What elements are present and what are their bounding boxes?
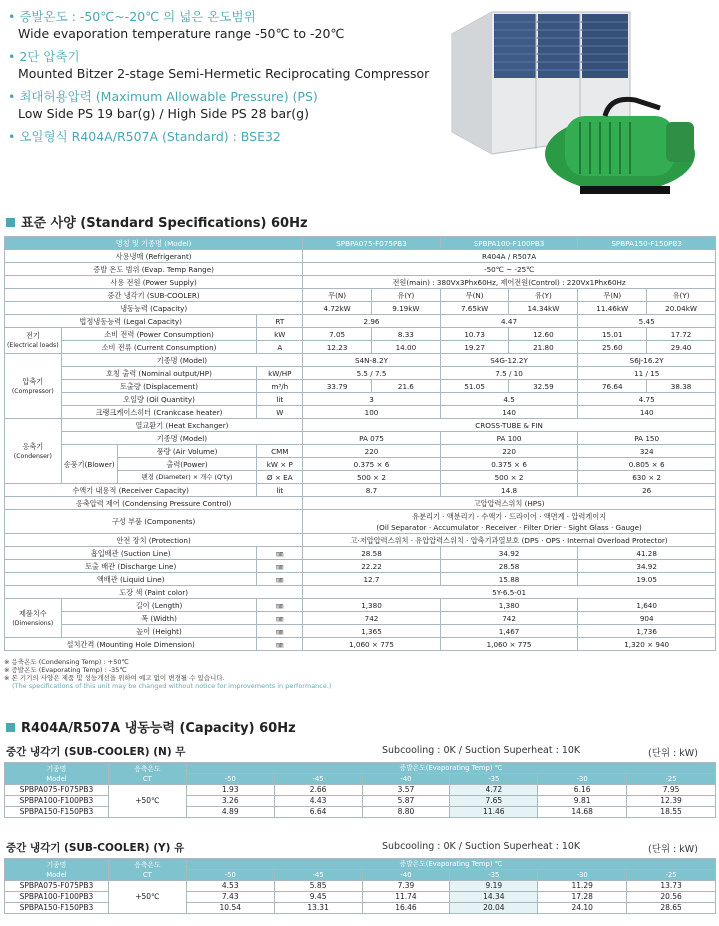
unit-cell: kW/HP (257, 367, 303, 380)
header-temp: -30 (538, 870, 627, 881)
group-label (5, 354, 62, 419)
row-label: 중간 냉각기 (SUB-COOLER) (5, 289, 303, 302)
group-label-ko: 전기 (25, 331, 40, 340)
table-row (5, 625, 716, 638)
cell: 12.23 (303, 341, 372, 354)
cell: 9.19kW (372, 302, 441, 315)
ct-cell: +50℃ (108, 881, 186, 914)
header-ct (108, 763, 186, 785)
header-temp: -45 (274, 774, 362, 785)
cell: 38.38 (647, 380, 716, 393)
cell: PA 075 (303, 432, 441, 445)
header-model-en: Model (46, 870, 67, 879)
header-ct-en: CT (142, 870, 152, 879)
cell: 22.22 (303, 560, 441, 573)
cell: 32.59 (509, 380, 578, 393)
footnotes (4, 658, 331, 690)
cell: 500 × 2 (303, 471, 441, 484)
unit-cell: ㎜ (257, 625, 303, 638)
cell: 76.64 (578, 380, 647, 393)
cell: -50℃ ~ -25℃ (303, 263, 716, 276)
cell: 10.73 (440, 328, 509, 341)
cell: 1,640 (578, 599, 716, 612)
header-model (5, 859, 109, 881)
cell: 1,320 × 940 (578, 638, 716, 651)
cell: 7.43 (186, 892, 274, 903)
cell: 8.7 (303, 484, 441, 497)
table-row (5, 354, 716, 367)
unit-cell: ㎜ (257, 612, 303, 625)
spec-table (4, 236, 716, 651)
table-row (5, 315, 716, 328)
group-label-en: (Condenser) (13, 452, 52, 460)
group-label-en: (Electrical loads) (7, 342, 59, 349)
header-temp: -45 (274, 870, 362, 881)
table-row (5, 341, 716, 354)
header-model-ko: 기종명 (46, 764, 67, 773)
spec-title-text: 표준 사양 (Standard Specifications) 60Hz (21, 216, 308, 231)
cell: 고압압력스위치 (HPS) (303, 497, 716, 510)
model-cell: SPBPA075-F075PB3 (5, 881, 109, 892)
row-label: 토출량 (Displacement) (61, 380, 257, 393)
sub-group-label: 송풍기(Blower) (61, 445, 117, 484)
cell: 무(N) (578, 289, 647, 302)
cell: 630 × 2 (578, 471, 716, 484)
cell: 100 (303, 406, 441, 419)
group-label (5, 599, 62, 638)
row-label: 팬경 (Diameter) × 개수 (Q'ty) (117, 471, 257, 484)
table-row (5, 406, 716, 419)
row-label: 폭 (Width) (61, 612, 257, 625)
table-row (5, 263, 716, 276)
product-image (430, 4, 715, 204)
table-row (5, 289, 716, 302)
table-row (5, 380, 716, 393)
model-cell: SPBPA075-F075PB3 (5, 785, 109, 796)
row-label: 기종명 (Model) (61, 432, 303, 445)
cell: 5Y-6.5-01 (303, 586, 716, 599)
row-label: 호칭 출력 (Nominal output/HP) (61, 367, 257, 380)
cell: 5.5 / 7.5 (303, 367, 441, 380)
cell: 0.375 × 6 (440, 458, 578, 471)
cell: S4G-12.2Y (440, 354, 578, 367)
feature-text: Low Side PS 19 bar(g) / High Side PS 28 bar(g) (18, 106, 309, 121)
header-model-1: SPBPA075-F075PB3 (303, 237, 441, 250)
row-label: 법정냉동능력 (Legal Capacity) (5, 315, 257, 328)
row-label: 높이 (Height) (61, 625, 257, 638)
cell: CROSS-TUBE & FIN (303, 419, 716, 432)
feature-list (8, 8, 438, 151)
row-label: 도장 색 (Paint color) (5, 586, 303, 599)
feature-item (8, 88, 438, 122)
table-row (5, 560, 716, 573)
cell: 14.00 (372, 341, 441, 354)
cell: 7.5 / 10 (440, 367, 578, 380)
cell: R404A / R507A (303, 250, 716, 263)
header-model-ko: 기종명 (46, 860, 67, 869)
header-ct-ko: 응축온도 (134, 764, 161, 773)
subcooler-y-title: 중간 냉각기 (SUB-COOLER) (Y) 유 (6, 842, 185, 854)
cell: 0.805 × 6 (578, 458, 716, 471)
cell: 2.66 (274, 785, 362, 796)
header-ct (108, 859, 186, 881)
table-row (5, 419, 716, 432)
table-row (5, 328, 716, 341)
feature-heading: • 오일형식 R404A/R507A (Standard) : BSE32 (8, 128, 438, 145)
cell: PA 100 (440, 432, 578, 445)
cell: 51.05 (440, 380, 509, 393)
cell: 유(Y) (372, 289, 441, 302)
feature-item (8, 8, 438, 42)
unit-cell: RT (257, 315, 303, 328)
header-temp: -40 (362, 870, 450, 881)
table-row (5, 586, 716, 599)
row-label: 흡입배관 (Suction Line) (5, 547, 257, 560)
row-label: 사용냉매 (Refrigerant) (5, 250, 303, 263)
unit-cell: W (257, 406, 303, 419)
row-label: 설치간격 (Mounting Hole Dimension) (5, 638, 257, 651)
table-row (5, 547, 716, 560)
table-row (5, 367, 716, 380)
cell: 4.72kW (303, 302, 372, 315)
subcooler-y-conditions: Subcooling : 0K / Suction Superheat : 10K (382, 841, 581, 852)
unit-cell: m³/h (257, 380, 303, 393)
subcooler-n-unit: (단위 : kW) (648, 748, 698, 759)
header-model: 명칭 및 기종명 (Model) (5, 237, 303, 250)
cell: 1,736 (578, 625, 716, 638)
cell: S4N-8.2Y (303, 354, 441, 367)
capacity-table-n (4, 762, 716, 818)
model-cell: SPBPA100-F100PB3 (5, 796, 109, 807)
cell-highlight: 9.19 (450, 881, 538, 892)
cell: 19.05 (578, 573, 716, 586)
table-row (5, 638, 716, 651)
cell: 19.27 (440, 341, 509, 354)
section-marker-icon (6, 218, 15, 227)
cell: 8.80 (362, 807, 450, 818)
footnote: ※ 응축온도 (Condensing Temp) : +50℃ (4, 658, 129, 666)
cell: 742 (440, 612, 578, 625)
cell: 742 (303, 612, 441, 625)
header-temp: -25 (627, 774, 716, 785)
unit-cell: Ø × EA (257, 471, 303, 484)
model-cell: SPBPA150-F150PB3 (5, 807, 109, 818)
row-label: 소비 전류 (Current Consumption) (61, 341, 257, 354)
cell: 18.55 (627, 807, 716, 818)
header-temp: -50 (186, 870, 274, 881)
cell: 고·저압압력스위치 · 유압압력스위치 · 압축기과열보호 (DPS · OPS · Internal Overload Protector) (303, 534, 716, 547)
row-label: 오일량 (Oil Quantity) (61, 393, 257, 406)
header-temp: -30 (538, 774, 627, 785)
table-row (5, 763, 716, 774)
row-label: 응축압력 제어 (Condensing Pressure Control) (5, 497, 303, 510)
cell: 4.5 (440, 393, 578, 406)
cell: 220 (440, 445, 578, 458)
footnote: ※ 본 기기의 사양은 제품 및 성능개선을 위하여 예고 없이 변경될 수 있습니다. (4, 674, 225, 682)
table-row (5, 393, 716, 406)
unit-cell: lit (257, 393, 303, 406)
unit-cell: ㎜ (257, 547, 303, 560)
feature-heading: • 2단 압축기 (8, 48, 438, 65)
cell: 17.28 (538, 892, 627, 903)
cell: 9.81 (538, 796, 627, 807)
subcooler-y-unit: (단위 : kW) (648, 844, 698, 855)
header-model-2: SPBPA100-F100PB3 (440, 237, 578, 250)
cell: 29.40 (647, 341, 716, 354)
row-label: 토출 배관 (Discharge Line) (5, 560, 257, 573)
cell-highlight: 4.72 (450, 785, 538, 796)
cell: 12.39 (627, 796, 716, 807)
header-temp: -35 (450, 774, 538, 785)
cell: 15.01 (578, 328, 647, 341)
unit-cell: kW × P (257, 458, 303, 471)
cell: 20.04kW (647, 302, 716, 315)
row-label: 길이 (Length) (61, 599, 257, 612)
cell: 14.68 (538, 807, 627, 818)
footnote-en: (The specifications of this unit may be changed without notice for improvements in performance.) (12, 682, 332, 690)
cell: 4.75 (578, 393, 716, 406)
cell: 21.80 (509, 341, 578, 354)
unit-cell: ㎜ (257, 638, 303, 651)
cell: 21.6 (372, 380, 441, 393)
cell-highlight: 20.04 (450, 903, 538, 914)
capacity-title-text: R404A/R507A 냉동능력 (Capacity) 60Hz (21, 721, 296, 736)
header-model-en: Model (46, 774, 67, 783)
cell: 5.85 (274, 881, 362, 892)
cell: 28.58 (440, 560, 578, 573)
cell: 11.74 (362, 892, 450, 903)
row-label: 안전 장치 (Protection) (5, 534, 303, 547)
cell: 8.33 (372, 328, 441, 341)
cell: 7.39 (362, 881, 450, 892)
capacity-section-title (6, 717, 296, 736)
group-label-ko: 제품치수 (18, 608, 47, 618)
row-label: 액배관 (Liquid Line) (5, 573, 257, 586)
cell: 28.65 (627, 903, 716, 914)
table-row (5, 432, 716, 445)
cell: 33.79 (303, 380, 372, 393)
unit-cell: ㎜ (257, 599, 303, 612)
cell: 904 (578, 612, 716, 625)
header-temp: -35 (450, 870, 538, 881)
cell: 26 (578, 484, 716, 497)
row-label: 크랭크케이스히터 (Crankcase heater) (61, 406, 257, 419)
row-label: 출력(Power) (117, 458, 257, 471)
feature-item (8, 48, 438, 82)
row-label: 기종명 (Model) (61, 354, 303, 367)
header-model-3: SPBPA150-F150PB3 (578, 237, 716, 250)
cell: 13.73 (627, 881, 716, 892)
cell: 17.72 (647, 328, 716, 341)
unit-cell: CMM (257, 445, 303, 458)
cell: 1,380 (440, 599, 578, 612)
group-label-en: (Dimensions) (12, 619, 54, 627)
table-row (5, 534, 716, 547)
model-cell: SPBPA100-F100PB3 (5, 892, 109, 903)
spec-section-title (6, 212, 308, 231)
header-ct-en: CT (142, 774, 152, 783)
cell: 11 / 15 (578, 367, 716, 380)
cell: 28.58 (303, 547, 441, 560)
table-row (5, 573, 716, 586)
cell: 0.375 × 6 (303, 458, 441, 471)
components-ko: 유분리기 · 액분리기 · 수액기 · 드라이어 · 액면계 · 압력게이지 (412, 511, 607, 521)
feature-text: Mounted Bitzer 2-stage Semi-Hermetic Reciprocating Compressor (18, 66, 430, 81)
cell: 3 (303, 393, 441, 406)
cell: 20.56 (627, 892, 716, 903)
cell: 7.95 (627, 785, 716, 796)
table-row (5, 302, 716, 315)
table-row (5, 599, 716, 612)
subcooler-n-conditions: Subcooling : 0K / Suction Superheat : 10K (382, 745, 581, 756)
table-row (5, 881, 716, 892)
row-label: 냉동능력 (Capacity) (5, 302, 303, 315)
header-temp: -25 (627, 870, 716, 881)
cell: 13.31 (274, 903, 362, 914)
cell: 2.96 (303, 315, 441, 328)
capacity-table-y (4, 858, 716, 914)
group-label-en: (Compressor) (11, 387, 54, 395)
cell: 무(N) (303, 289, 372, 302)
cell: 24.10 (538, 903, 627, 914)
cell: 1,380 (303, 599, 441, 612)
cell: PA 150 (578, 432, 716, 445)
footnote: ※ 증발온도 (Evaporating Temp) : -35℃ (4, 666, 127, 674)
cell: 4.89 (186, 807, 274, 818)
unit-cell: ㎜ (257, 560, 303, 573)
cell: 1.93 (186, 785, 274, 796)
cell: 4.53 (186, 881, 274, 892)
cell: 324 (578, 445, 716, 458)
cell-highlight: 11.46 (450, 807, 538, 818)
unit-cell: A (257, 341, 303, 354)
unit-cell: ㎜ (257, 573, 303, 586)
cell: 7.65kW (440, 302, 509, 315)
cell: 9.45 (274, 892, 362, 903)
group-label (5, 328, 62, 354)
cell: 3.26 (186, 796, 274, 807)
cell: 14.34kW (509, 302, 578, 315)
cell: 12.7 (303, 573, 441, 586)
row-label: 열교환기 (Heat Exchanger) (61, 419, 303, 432)
table-row (5, 445, 716, 458)
group-label (5, 419, 62, 484)
cell-highlight: 7.65 (450, 796, 538, 807)
cell: 1,467 (440, 625, 578, 638)
cell: 34.92 (578, 560, 716, 573)
header-temp: -40 (362, 774, 450, 785)
ct-cell: +50℃ (108, 785, 186, 818)
cell: 140 (440, 406, 578, 419)
table-row (5, 859, 716, 870)
section-marker-icon (6, 723, 15, 732)
cell: 41.28 (578, 547, 716, 560)
cell: 유(Y) (647, 289, 716, 302)
group-label-ko: 압축기 (22, 376, 44, 386)
cell: 1,365 (303, 625, 441, 638)
cell (303, 510, 716, 534)
cell: 1,060 × 775 (303, 638, 441, 651)
cell-highlight: 14.34 (450, 892, 538, 903)
cell: 4.43 (274, 796, 362, 807)
unit-cell: lit (257, 484, 303, 497)
cell: 7.05 (303, 328, 372, 341)
cell: 500 × 2 (440, 471, 578, 484)
cell: 16.46 (362, 903, 450, 914)
row-label: 소비 전력 (Power Consumption) (61, 328, 257, 341)
components-en: (Oil Separator · Accumulator · Receiver · Filter Drier · Sight Glass · Gauge) (376, 522, 642, 532)
cell: 14.8 (440, 484, 578, 497)
unit-cell: kW (257, 328, 303, 341)
table-row (5, 612, 716, 625)
feature-item (8, 128, 438, 145)
subcooler-n-title: 중간 냉각기 (SUB-COOLER) (N) 무 (6, 746, 186, 758)
cell: 25.60 (578, 341, 647, 354)
table-row (5, 785, 716, 796)
header-model (5, 763, 109, 785)
table-row (5, 237, 716, 250)
header-temp: -50 (186, 774, 274, 785)
cell: 140 (578, 406, 716, 419)
cell: 3.57 (362, 785, 450, 796)
cell: 11.46kW (578, 302, 647, 315)
cell: 전원(main) : 380Vx3Phx60Hz, 제어전원(Control) : 220Vx1Phx60Hz (303, 276, 716, 289)
row-label: 사용 전원 (Power Supply) (5, 276, 303, 289)
row-label: 구성 부품 (Components) (5, 510, 303, 534)
cell: S6J-16.2Y (578, 354, 716, 367)
feature-heading: • 최대허용압력 (Maximum Allowable Pressure) (PS) (8, 88, 438, 105)
feature-heading: • 증발온도 : -50℃~-20℃ 의 넓은 온도범위 (8, 8, 438, 25)
cell: 6.16 (538, 785, 627, 796)
table-row (5, 276, 716, 289)
cell: 12.60 (509, 328, 578, 341)
row-label: 수액기 내용적 (Receiver Capacity) (5, 484, 257, 497)
table-row (5, 510, 716, 534)
cell: 4.47 (440, 315, 578, 328)
cell: 1,060 × 775 (440, 638, 578, 651)
cell: 6.64 (274, 807, 362, 818)
feature-text: Wide evaporation temperature range -50℃ to -20℃ (18, 26, 345, 41)
model-cell: SPBPA150-F150PB3 (5, 903, 109, 914)
header-ct-ko: 응축온도 (134, 860, 161, 869)
cell: 유(Y) (509, 289, 578, 302)
cell: 5.45 (578, 315, 716, 328)
cell: 11.29 (538, 881, 627, 892)
row-label: 증발 온도 범위 (Evap. Temp Range) (5, 263, 303, 276)
table-row (5, 497, 716, 510)
cell: 5.87 (362, 796, 450, 807)
cell: 무(N) (440, 289, 509, 302)
cell: 220 (303, 445, 441, 458)
table-row (5, 484, 716, 497)
cell: 34.92 (440, 547, 578, 560)
header-evap: 증발온도(Evaporating Temp) ℃ (186, 859, 715, 870)
row-label: 풍량 (Air Volume) (117, 445, 257, 458)
group-label-ko: 응축기 (22, 441, 44, 451)
cell: 15.88 (440, 573, 578, 586)
header-evap: 증발온도(Evaporating Temp) ℃ (186, 763, 715, 774)
cell: 10.54 (186, 903, 274, 914)
table-row (5, 250, 716, 263)
